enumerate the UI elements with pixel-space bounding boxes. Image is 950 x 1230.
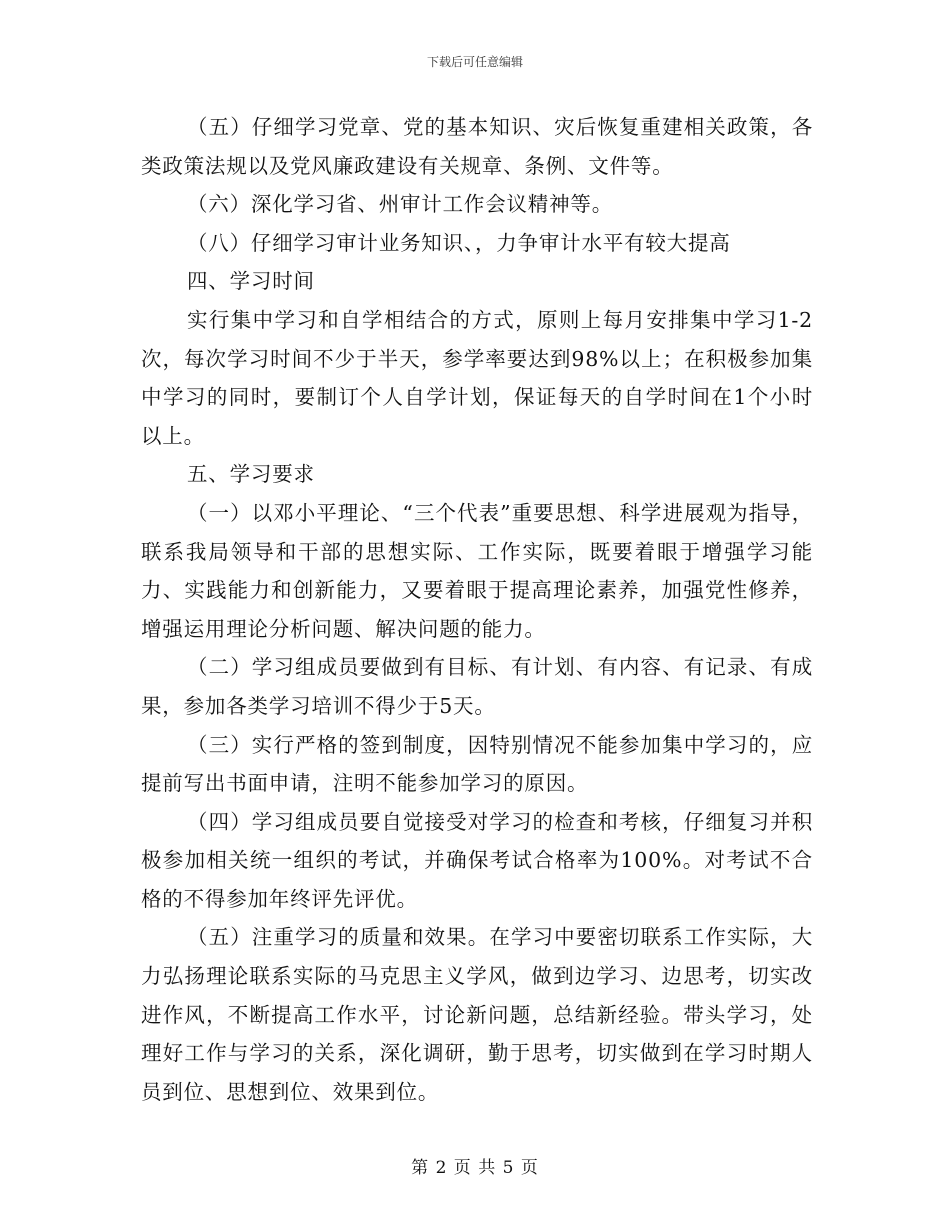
paragraph-requirement-5: （五）注重学习的质量和效果。在学习中要密切联系工作实际，大力弘扬理论联系实际的马克思主义学风，做到边学习、边思考，切实改进作风，不断提高工作水平，讨论新问题，总结新经验。带头学习，处理好工作与学习的关系，深化调研，勤于思考，切实做到在学习时期人员到位、思想到位、效果到位。 xyxy=(141,925,813,1104)
paragraph-requirement-4: （四）学习组成员要自觉接受对学习的检查和考核，仔细复习并积极参加相关统一组织的考试，并确保考试合格率为100%。对考试不合格的不得参加年终评先评优。 xyxy=(141,809,813,911)
paragraph-study-audit-meeting: （六）深化学习省、州审计工作会议精神等。 xyxy=(187,192,613,217)
section-heading-study-requirements: 五、学习要求 xyxy=(187,462,315,487)
paragraph-study-time: 实行集中学习和自学相结合的方式，原则上每月安排集中学习1-2次，每次学习时间不少于半天，参学率要达到98%以上；在积极参加集中学习的同时，要制订个人自学计划，保证每天的自学时间在1个小时以上。 xyxy=(141,307,813,448)
page-header: 下载后可任意编辑 xyxy=(426,55,523,69)
section-heading-study-time: 四、学习时间 xyxy=(187,269,315,294)
document-body xyxy=(141,108,813,1111)
paragraph-requirement-3: （三）实行严格的签到制度，因特别情况不能参加集中学习的，应提前写出书面申请，注明不能参加学习的原因。 xyxy=(141,732,813,796)
paragraph-study-audit-knowledge: （八）仔细学习审计业务知识、，力争审计水平有较大提高 xyxy=(187,230,731,255)
paragraph-requirement-1: （一）以邓小平理论、“三个代表”重要思想、科学进展观为指导，联系我局领导和干部的思想实际、工作实际，既要着眼于增强学习能力、实践能力和创新能力，又要着眼于提高理论素养，加强党性修养，增强运用理论分析问题、解决问题的能力。 xyxy=(141,500,813,641)
paragraph-requirement-2: （二）学习组成员要做到有目标、有计划、有内容、有记录、有成果，参加各类学习培训不得少于5天。 xyxy=(141,655,813,718)
paragraph-study-party-constitution: （五）仔细学习党章、党的基本知识、灾后恢复重建相关政策，各类政策法规以及党风廉政建设有关规章、条例、文件等。 xyxy=(141,115,813,178)
page-number-footer: 第 2 页 共 5 页 xyxy=(411,1158,539,1178)
